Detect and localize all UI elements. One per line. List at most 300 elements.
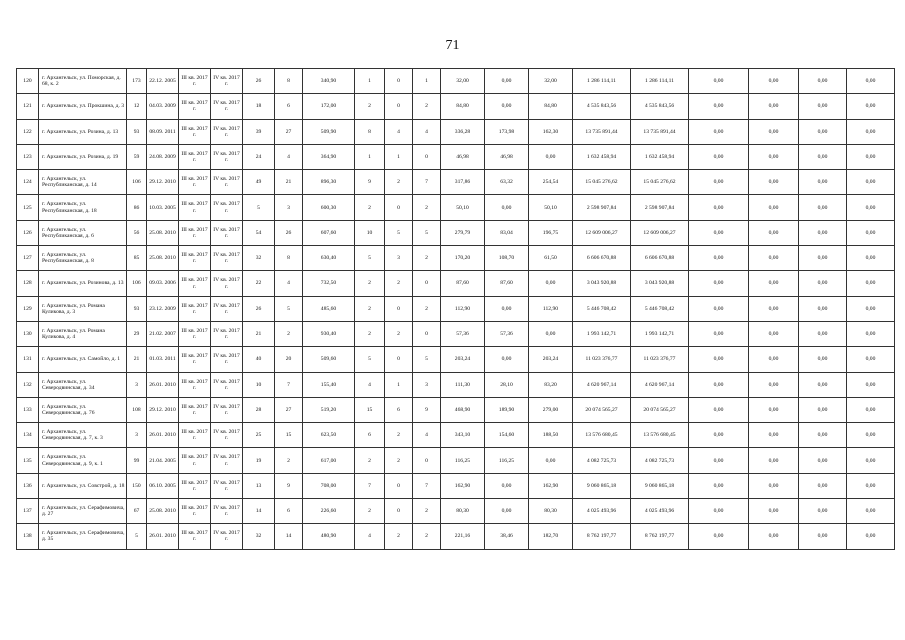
cell-c13: 46,98 (485, 144, 529, 169)
cell-c7: 6 (275, 94, 303, 119)
cell-c10: 0 (385, 296, 413, 321)
cell-address: г. Архангельск, ул. Розина, д. 19 (39, 144, 127, 169)
cell-c18: 0,00 (749, 321, 799, 346)
cell-c16: 20 074 565,27 (631, 397, 689, 422)
cell-c7: 21 (275, 170, 303, 195)
cell-c11: 4 (413, 119, 441, 144)
cell-c11: 7 (413, 473, 441, 498)
cell-c18: 0,00 (749, 397, 799, 422)
cell-num: 123 (17, 144, 39, 169)
cell-year: 67 (127, 499, 147, 524)
cell-date: 21.02. 2007 (147, 321, 179, 346)
cell-c9: 4 (355, 372, 385, 397)
cell-c12: 162,90 (441, 473, 485, 498)
cell-c7: 2 (275, 448, 303, 473)
cell-c17: 0,00 (689, 499, 749, 524)
cell-year: 150 (127, 473, 147, 498)
cell-q_start: III кв. 2017 г. (179, 119, 211, 144)
cell-c19: 0,00 (799, 448, 847, 473)
cell-year: 99 (127, 448, 147, 473)
cell-c10: 1 (385, 372, 413, 397)
cell-address: г. Архангельск, ул. Романа Куликова, д. 4 (39, 321, 127, 346)
table-row (17, 524, 895, 549)
cell-c20: 0,00 (847, 195, 895, 220)
table-row (17, 220, 895, 245)
cell-c12: 170,20 (441, 246, 485, 271)
cell-c14: 32,00 (529, 69, 573, 94)
cell-c15: 1 286 114,11 (573, 69, 631, 94)
cell-q_start: III кв. 2017 г. (179, 195, 211, 220)
cell-c16: 13 576 680,45 (631, 423, 689, 448)
table-row (17, 246, 895, 271)
cell-c13: 0,00 (485, 94, 529, 119)
cell-year: 29 (127, 321, 147, 346)
cell-c11: 2 (413, 499, 441, 524)
cell-c13: 57,36 (485, 321, 529, 346)
cell-c9: 2 (355, 94, 385, 119)
cell-num: 125 (17, 195, 39, 220)
cell-c11: 9 (413, 397, 441, 422)
cell-num: 122 (17, 119, 39, 144)
cell-c15: 9 060 865,18 (573, 473, 631, 498)
cell-date: 21.04. 2005 (147, 448, 179, 473)
cell-address: г. Архангельск, ул. Романа Куликова, д. 3 (39, 296, 127, 321)
cell-num: 127 (17, 246, 39, 271)
cell-c20: 0,00 (847, 119, 895, 144)
cell-q_end: IV кв. 2017 г. (211, 473, 243, 498)
cell-q_start: III кв. 2017 г. (179, 220, 211, 245)
cell-c14: 61,50 (529, 246, 573, 271)
cell-c19: 0,00 (799, 423, 847, 448)
cell-c16: 15 045 276,62 (631, 170, 689, 195)
cell-c15: 4 535 843,56 (573, 94, 631, 119)
cell-q_start: III кв. 2017 г. (179, 94, 211, 119)
cell-date: 08.09. 2011 (147, 119, 179, 144)
cell-c16: 3 043 920,88 (631, 271, 689, 296)
cell-area: 340,90 (303, 69, 355, 94)
cell-date: 25.08. 2010 (147, 246, 179, 271)
cell-c18: 0,00 (749, 94, 799, 119)
cell-c17: 0,00 (689, 144, 749, 169)
cell-c15: 3 043 920,88 (573, 271, 631, 296)
cell-c20: 0,00 (847, 423, 895, 448)
cell-c20: 0,00 (847, 246, 895, 271)
cell-c16: 4 082 725,73 (631, 448, 689, 473)
table-row (17, 69, 895, 94)
cell-c11: 2 (413, 195, 441, 220)
cell-q_end: IV кв. 2017 г. (211, 246, 243, 271)
cell-c14: 279,00 (529, 397, 573, 422)
cell-c17: 0,00 (689, 397, 749, 422)
cell-c7: 2 (275, 321, 303, 346)
cell-c12: 116,25 (441, 448, 485, 473)
cell-num: 131 (17, 347, 39, 372)
cell-c10: 2 (385, 271, 413, 296)
cell-c6: 28 (243, 397, 275, 422)
cell-c6: 19 (243, 448, 275, 473)
cell-date: 24.08. 2009 (147, 144, 179, 169)
cell-c9: 1 (355, 144, 385, 169)
cell-c18: 0,00 (749, 448, 799, 473)
housing-table (16, 68, 895, 550)
cell-c11: 2 (413, 246, 441, 271)
cell-q_end: IV кв. 2017 г. (211, 347, 243, 372)
cell-c12: 317,86 (441, 170, 485, 195)
cell-year: 86 (127, 195, 147, 220)
cell-address: г. Архангельск, ул. Северодвинская, д. 76 (39, 397, 127, 422)
cell-c9: 2 (355, 321, 385, 346)
cell-date: 29.12. 2010 (147, 397, 179, 422)
cell-c10: 6 (385, 397, 413, 422)
cell-c7: 14 (275, 524, 303, 549)
cell-q_end: IV кв. 2017 г. (211, 271, 243, 296)
cell-c20: 0,00 (847, 321, 895, 346)
cell-q_start: III кв. 2017 г. (179, 372, 211, 397)
cell-year: 5 (127, 524, 147, 549)
cell-c20: 0,00 (847, 220, 895, 245)
cell-c6: 14 (243, 499, 275, 524)
cell-c13: 28,10 (485, 372, 529, 397)
cell-date: 29.12. 2010 (147, 170, 179, 195)
cell-c19: 0,00 (799, 372, 847, 397)
table-row (17, 144, 895, 169)
cell-q_end: IV кв. 2017 г. (211, 499, 243, 524)
cell-num: 138 (17, 524, 39, 549)
cell-c6: 54 (243, 220, 275, 245)
cell-q_end: IV кв. 2017 г. (211, 321, 243, 346)
cell-c9: 7 (355, 473, 385, 498)
cell-year: 3 (127, 372, 147, 397)
cell-c11: 0 (413, 321, 441, 346)
cell-c19: 0,00 (799, 246, 847, 271)
cell-c7: 9 (275, 473, 303, 498)
cell-area: 708,00 (303, 473, 355, 498)
cell-c12: 32,00 (441, 69, 485, 94)
cell-c12: 203,24 (441, 347, 485, 372)
cell-c17: 0,00 (689, 94, 749, 119)
cell-date: 04.03. 2009 (147, 94, 179, 119)
cell-c10: 0 (385, 499, 413, 524)
cell-c10: 0 (385, 195, 413, 220)
cell-c19: 0,00 (799, 296, 847, 321)
cell-c18: 0,00 (749, 220, 799, 245)
cell-address: г. Архангельск, ул. Республиканская, д. 8 (39, 246, 127, 271)
cell-c12: 112,90 (441, 296, 485, 321)
cell-q_start: III кв. 2017 г. (179, 271, 211, 296)
cell-year: 12 (127, 94, 147, 119)
cell-q_end: IV кв. 2017 г. (211, 119, 243, 144)
page-number: 71 (445, 38, 460, 53)
cell-c14: 84,80 (529, 94, 573, 119)
cell-date: 26.01. 2010 (147, 423, 179, 448)
cell-area: 480,90 (303, 524, 355, 549)
cell-year: 106 (127, 271, 147, 296)
cell-c11: 2 (413, 94, 441, 119)
cell-year: 93 (127, 296, 147, 321)
cell-c11: 3 (413, 372, 441, 397)
cell-c14: 162,30 (529, 119, 573, 144)
cell-c13: 116,25 (485, 448, 529, 473)
cell-c7: 15 (275, 423, 303, 448)
cell-c15: 11 023 376,77 (573, 347, 631, 372)
cell-c11: 2 (413, 296, 441, 321)
cell-c9: 6 (355, 423, 385, 448)
cell-c19: 0,00 (799, 473, 847, 498)
cell-c7: 27 (275, 397, 303, 422)
cell-c20: 0,00 (847, 69, 895, 94)
cell-area: 623,50 (303, 423, 355, 448)
cell-year: 106 (127, 170, 147, 195)
cell-area: 519,20 (303, 397, 355, 422)
cell-c9: 15 (355, 397, 385, 422)
cell-c16: 9 060 865,18 (631, 473, 689, 498)
cell-q_end: IV кв. 2017 г. (211, 220, 243, 245)
cell-c11: 0 (413, 448, 441, 473)
cell-c16: 13 735 891,44 (631, 119, 689, 144)
cell-date: 25.08. 2010 (147, 220, 179, 245)
cell-c15: 13 576 680,45 (573, 423, 631, 448)
table-row (17, 347, 895, 372)
cell-c13: 173,98 (485, 119, 529, 144)
cell-c6: 13 (243, 473, 275, 498)
cell-c19: 0,00 (799, 220, 847, 245)
cell-c16: 1 286 114,11 (631, 69, 689, 94)
cell-c7: 7 (275, 372, 303, 397)
cell-address: г. Архангельск, ул. Серафимовича, д. 35 (39, 524, 127, 549)
cell-c17: 0,00 (689, 246, 749, 271)
cell-q_end: IV кв. 2017 г. (211, 144, 243, 169)
cell-c15: 4 082 725,73 (573, 448, 631, 473)
cell-c15: 8 762 197,77 (573, 524, 631, 549)
cell-address: г. Архангельск, ул. Совстрой, д. 18 (39, 473, 127, 498)
cell-c14: 112,90 (529, 296, 573, 321)
cell-c20: 0,00 (847, 271, 895, 296)
cell-c14: 0,00 (529, 448, 573, 473)
cell-c12: 84,80 (441, 94, 485, 119)
cell-c15: 4 025 493,96 (573, 499, 631, 524)
cell-c13: 108,70 (485, 246, 529, 271)
cell-c14: 0,00 (529, 271, 573, 296)
cell-c7: 26 (275, 220, 303, 245)
cell-c20: 0,00 (847, 372, 895, 397)
cell-c6: 39 (243, 119, 275, 144)
table-row (17, 296, 895, 321)
cell-area: 600,30 (303, 195, 355, 220)
cell-area: 896,30 (303, 170, 355, 195)
cell-c10: 0 (385, 94, 413, 119)
cell-area: 630,40 (303, 246, 355, 271)
cell-c17: 0,00 (689, 170, 749, 195)
cell-c9: 2 (355, 448, 385, 473)
cell-c19: 0,00 (799, 524, 847, 549)
cell-c16: 8 762 197,77 (631, 524, 689, 549)
cell-c17: 0,00 (689, 271, 749, 296)
cell-q_start: III кв. 2017 г. (179, 397, 211, 422)
cell-num: 134 (17, 423, 39, 448)
cell-c13: 0,00 (485, 296, 529, 321)
cell-address: г. Архангельск, ул. Серафимовича, д. 27 (39, 499, 127, 524)
cell-c17: 0,00 (689, 69, 749, 94)
cell-c14: 162,90 (529, 473, 573, 498)
cell-num: 135 (17, 448, 39, 473)
cell-c16: 5 446 708,42 (631, 296, 689, 321)
cell-c10: 1 (385, 144, 413, 169)
cell-date: 26.01. 2010 (147, 372, 179, 397)
cell-c11: 7 (413, 170, 441, 195)
cell-c13: 154,60 (485, 423, 529, 448)
cell-date: 10.03. 2005 (147, 195, 179, 220)
cell-c17: 0,00 (689, 524, 749, 549)
cell-c16: 1 993 142,71 (631, 321, 689, 346)
cell-num: 130 (17, 321, 39, 346)
cell-num: 124 (17, 170, 39, 195)
cell-c17: 0,00 (689, 220, 749, 245)
cell-year: 93 (127, 119, 147, 144)
cell-c15: 12 609 006,27 (573, 220, 631, 245)
cell-c10: 2 (385, 448, 413, 473)
cell-c13: 0,00 (485, 499, 529, 524)
cell-c18: 0,00 (749, 423, 799, 448)
cell-c9: 2 (355, 296, 385, 321)
cell-c15: 20 074 565,27 (573, 397, 631, 422)
cell-c10: 0 (385, 69, 413, 94)
cell-q_start: III кв. 2017 г. (179, 321, 211, 346)
cell-q_start: III кв. 2017 г. (179, 144, 211, 169)
cell-c10: 3 (385, 246, 413, 271)
cell-date: 23.12. 2009 (147, 296, 179, 321)
cell-c11: 1 (413, 69, 441, 94)
cell-address: г. Архангельск, ул. Северодвинская, д. 34 (39, 372, 127, 397)
cell-c10: 4 (385, 119, 413, 144)
cell-c7: 4 (275, 144, 303, 169)
cell-address: г. Архангельск, ул. Розина, д. 13 (39, 119, 127, 144)
cell-date: 22.12. 2005 (147, 69, 179, 94)
cell-area: 485,60 (303, 296, 355, 321)
cell-num: 120 (17, 69, 39, 94)
cell-c7: 5 (275, 296, 303, 321)
cell-c9: 5 (355, 347, 385, 372)
cell-c12: 87,60 (441, 271, 485, 296)
cell-c20: 0,00 (847, 296, 895, 321)
cell-c19: 0,00 (799, 119, 847, 144)
cell-c12: 46,98 (441, 144, 485, 169)
cell-q_start: III кв. 2017 г. (179, 296, 211, 321)
cell-q_start: III кв. 2017 г. (179, 448, 211, 473)
cell-c9: 2 (355, 499, 385, 524)
cell-c13: 0,00 (485, 347, 529, 372)
cell-year: 21 (127, 347, 147, 372)
cell-area: 607,60 (303, 220, 355, 245)
cell-c7: 6 (275, 499, 303, 524)
cell-c16: 4 620 967,14 (631, 372, 689, 397)
cell-c17: 0,00 (689, 296, 749, 321)
cell-year: 56 (127, 220, 147, 245)
cell-c14: 182,70 (529, 524, 573, 549)
table-row (17, 271, 895, 296)
table-row (17, 94, 895, 119)
cell-c12: 221,16 (441, 524, 485, 549)
cell-date: 26.01. 2010 (147, 524, 179, 549)
cell-area: 509,60 (303, 347, 355, 372)
cell-c20: 0,00 (847, 448, 895, 473)
cell-c13: 0,00 (485, 473, 529, 498)
cell-c20: 0,00 (847, 347, 895, 372)
cell-year: 59 (127, 144, 147, 169)
cell-date: 01.03. 2011 (147, 347, 179, 372)
cell-c18: 0,00 (749, 119, 799, 144)
cell-c18: 0,00 (749, 473, 799, 498)
cell-c11: 0 (413, 144, 441, 169)
cell-c14: 203,24 (529, 347, 573, 372)
cell-c17: 0,00 (689, 473, 749, 498)
cell-c13: 38,46 (485, 524, 529, 549)
cell-c15: 4 620 967,14 (573, 372, 631, 397)
cell-c12: 57,36 (441, 321, 485, 346)
cell-q_end: IV кв. 2017 г. (211, 94, 243, 119)
cell-c18: 0,00 (749, 144, 799, 169)
cell-c18: 0,00 (749, 170, 799, 195)
cell-c10: 2 (385, 170, 413, 195)
cell-address: г. Архангельск, ул. Поморская, д. 68, к. 2 (39, 69, 127, 94)
cell-c13: 83,04 (485, 220, 529, 245)
cell-c14: 83,20 (529, 372, 573, 397)
cell-c6: 26 (243, 69, 275, 94)
cell-c13: 189,90 (485, 397, 529, 422)
cell-c11: 5 (413, 347, 441, 372)
cell-c19: 0,00 (799, 94, 847, 119)
cell-c6: 49 (243, 170, 275, 195)
cell-q_end: IV кв. 2017 г. (211, 170, 243, 195)
cell-c19: 0,00 (799, 397, 847, 422)
table-row (17, 321, 895, 346)
cell-c19: 0,00 (799, 347, 847, 372)
cell-c12: 343,10 (441, 423, 485, 448)
cell-c9: 5 (355, 246, 385, 271)
cell-c14: 0,00 (529, 321, 573, 346)
cell-area: 155,40 (303, 372, 355, 397)
cell-c12: 279,79 (441, 220, 485, 245)
cell-date: 09.03. 2006 (147, 271, 179, 296)
cell-address: г. Архангельск, ул. Прокшина, д. 3 (39, 94, 127, 119)
cell-c16: 12 609 006,27 (631, 220, 689, 245)
cell-q_end: IV кв. 2017 г. (211, 69, 243, 94)
cell-q_end: IV кв. 2017 г. (211, 195, 243, 220)
cell-address: г. Архангельск, ул. Республиканская, д. 18 (39, 195, 127, 220)
cell-c16: 6 606 670,88 (631, 246, 689, 271)
cell-c19: 0,00 (799, 195, 847, 220)
cell-year: 173 (127, 69, 147, 94)
cell-c16: 11 023 376,77 (631, 347, 689, 372)
cell-num: 132 (17, 372, 39, 397)
cell-q_end: IV кв. 2017 г. (211, 296, 243, 321)
cell-q_start: III кв. 2017 г. (179, 423, 211, 448)
cell-c10: 0 (385, 347, 413, 372)
cell-c13: 0,00 (485, 195, 529, 220)
cell-c18: 0,00 (749, 347, 799, 372)
cell-c11: 5 (413, 220, 441, 245)
cell-c9: 2 (355, 271, 385, 296)
cell-c16: 2 598 907,84 (631, 195, 689, 220)
table-row (17, 423, 895, 448)
cell-c20: 0,00 (847, 397, 895, 422)
cell-c16: 4 025 493,96 (631, 499, 689, 524)
cell-c18: 0,00 (749, 372, 799, 397)
cell-num: 133 (17, 397, 39, 422)
cell-c15: 5 446 708,42 (573, 296, 631, 321)
cell-c17: 0,00 (689, 195, 749, 220)
cell-c18: 0,00 (749, 524, 799, 549)
cell-c14: 188,50 (529, 423, 573, 448)
